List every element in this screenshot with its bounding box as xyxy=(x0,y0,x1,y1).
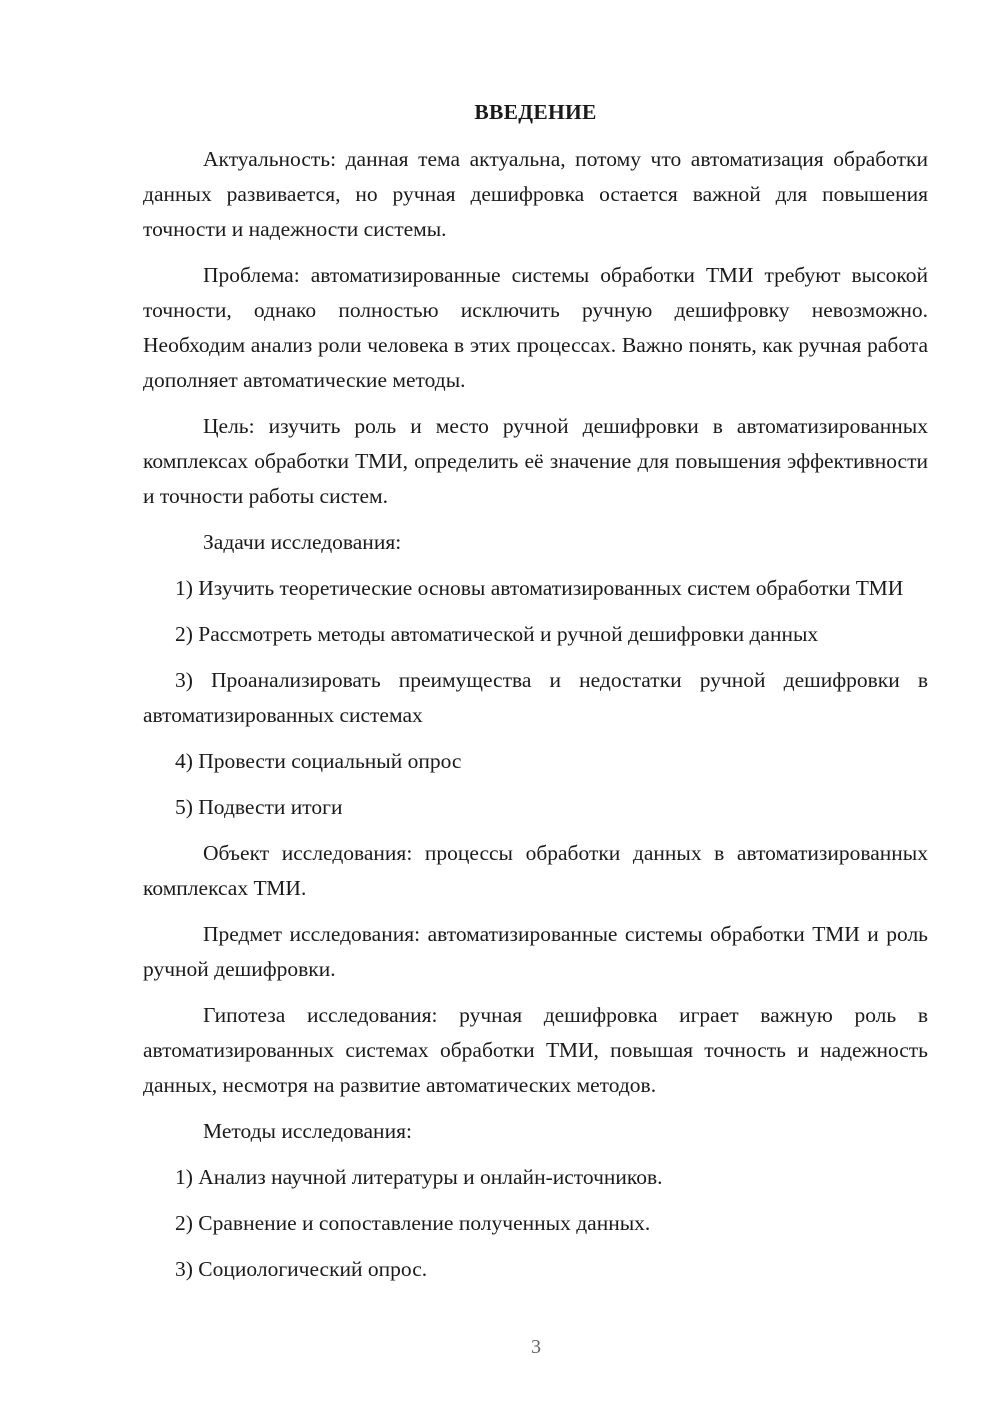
list-item-method-2: 2) Сравнение и сопоставление полученных данных. xyxy=(175,1211,651,1235)
paragraph-hypothesis: Гипотеза исследования: ручная дешифровка играет важную роль в автоматизированных системах обработки ТМИ, повышая точность и надежность данных, несмотря на развитие автоматических методов. xyxy=(143,1003,928,1097)
list-item-task-1: 1) Изучить теоретические основы автоматизированных систем обработки ТМИ xyxy=(175,576,904,600)
page-number: 3 xyxy=(531,1336,541,1358)
paragraph-problem: Проблема: автоматизированные системы обработки ТМИ требуют высокой точности, однако полностью исключить ручную дешифровку невозможно. Необходим анализ роли человека в этих процессах. Важно понять, как ручная работа дополняет автоматические методы. xyxy=(143,263,928,392)
page-content xyxy=(143,96,928,1298)
paragraph-object: Объект исследования: процессы обработки данных в автоматизированных комплексах ТМИ. xyxy=(143,841,928,900)
list-item-task-3: 3) Проанализировать преимущества и недостатки ручной дешифровки в автоматизированных системах xyxy=(143,668,928,727)
list-item-method-3: 3) Социологический опрос. xyxy=(175,1257,428,1281)
paragraph-tasks-heading: Задачи исследования: xyxy=(203,530,402,554)
page-title: ВВЕДЕНИЕ xyxy=(474,100,597,124)
list-item-method-1: 1) Анализ научной литературы и онлайн-источников. xyxy=(175,1165,663,1189)
paragraph-goal: Цель: изучить роль и место ручной дешифровки в автоматизированных комплексах обработки ТМИ, определить её значение для повышения эффективности и точности работы систем. xyxy=(143,414,928,508)
list-item-task-5: 5) Подвести итоги xyxy=(175,795,343,819)
paragraph-relevance: Актуальность: данная тема актуальна, потому что автоматизация обработки данных развивается, но ручная дешифровка остается важной для повышения точности и надежности системы. xyxy=(143,147,928,241)
list-item-task-4: 4) Провести социальный опрос xyxy=(175,749,462,773)
paragraph-methods-heading: Методы исследования: xyxy=(203,1119,412,1143)
list-item-task-2: 2) Рассмотреть методы автоматической и ручной дешифровки данных xyxy=(175,622,819,646)
paragraph-subject: Предмет исследования: автоматизированные системы обработки ТМИ и роль ручной дешифровки. xyxy=(143,922,928,981)
